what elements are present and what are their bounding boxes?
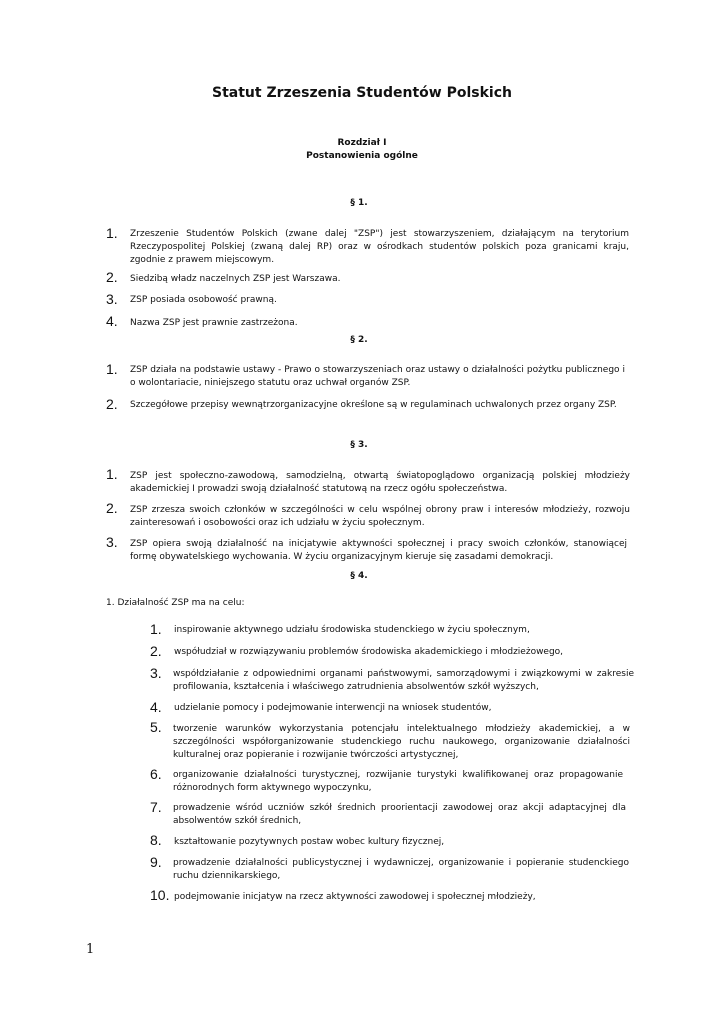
item-number: 2. — [106, 500, 118, 516]
section-symbol: § 2. — [350, 335, 368, 345]
item-number: 8. — [150, 832, 162, 848]
item-number: 2. — [106, 269, 118, 285]
item-text: ZSP opiera swoją działalność na inicjatywie aktywności społecznej i pracy swoich członków, stanowiącej formę obywatelskiego wychowania. W życiu organizacyjnym kieruje się zasadami demokracji. — [130, 539, 627, 562]
item-number: 1. — [106, 361, 118, 377]
item-text: Siedzibą władz naczelnych ZSP jest Warszawa. — [130, 274, 341, 284]
item-text: ZSP zrzesza swoich członków w szczególności w celu wspólnej obrony praw i interesów młodzieży, rozwoju zainteresowań i osobowości oraz ich udziału w życiu społecznym. — [130, 505, 630, 528]
page-number: 1 — [86, 942, 95, 957]
chapter-name: Postanowienia ogólne — [306, 151, 418, 161]
item-text: Nazwa ZSP jest prawnie zastrzeżona. — [130, 318, 298, 328]
item-number: 2. — [150, 643, 162, 659]
section-intro: 1. Działalność ZSP ma na celu: — [106, 598, 245, 608]
item-text: tworzenie warunków wykorzystania potencjału intelektualnego młodzieży akademickiej, a w szczególności współorganizowanie studenckiego ruchu naukowego, organizowanie działalności kulturalnej oraz popieranie i rozwijanie twórczości artystycznej, — [173, 724, 630, 760]
item-number: 4. — [150, 699, 162, 715]
section-symbol: § 4. — [350, 571, 368, 581]
item-text: udzielanie pomocy i podejmowanie interwencji na wniosek studentów, — [174, 703, 492, 713]
item-text: ZSP posiada osobowość prawną. — [130, 295, 277, 305]
item-number: 1. — [106, 466, 118, 482]
chapter-number: Rozdział I — [337, 138, 387, 148]
item-number: 6. — [150, 766, 162, 782]
item-text: inspirowanie aktywnego udziału środowiska studenckiego w życiu społecznym, — [174, 625, 530, 635]
item-number: 3. — [106, 291, 118, 307]
item-number: 7. — [150, 799, 162, 815]
item-text: ZSP jest społeczno-zawodową, samodzielną, otwartą światopoglądowo organizacją polskiej młodzieży akademickiej I prowadzi swoją działalność statutową na rzecz ogółu społeczeństwa. — [130, 471, 630, 494]
item-number: 9. — [150, 854, 162, 870]
section-symbol: § 3. — [350, 440, 368, 450]
item-number: 5. — [150, 719, 162, 735]
item-text: prowadzenie działalności publicystycznej i wydawniczej, organizowanie i popieranie studenckiego ruchu dziennikarskiego, — [173, 858, 629, 881]
item-text: podejmowanie inicjatyw na rzecz aktywności zawodowej i społecznej młodzieży, — [174, 892, 536, 902]
item-number: 1. — [106, 225, 118, 241]
section-symbol: § 1. — [350, 198, 368, 208]
item-text: organizowanie działalności turystycznej, rozwijanie turystyki kwalifikowanej oraz propagowanie różnorodnych form aktywnego wypoczynku, — [173, 770, 623, 793]
item-text: Szczegółowe przepisy wewnątrzorganizacyjne określone są w regulaminach uchwalonych przez organy ZSP. — [130, 400, 617, 410]
item-text: prowadzenie wśród uczniów szkół średnich proorientacji zawodowej oraz akcji adaptacyjnej dla absolwentów szkół średnich, — [173, 803, 626, 826]
item-number: 3. — [150, 665, 162, 681]
item-number: 2. — [106, 396, 118, 412]
item-number: 3. — [106, 534, 118, 550]
item-text: kształtowanie pozytywnych postaw wobec kultury fizycznej, — [174, 837, 445, 847]
item-text: ZSP działa na podstawie ustawy - Prawo o stowarzyszeniach oraz ustawy o działalności pożytku publicznego i o wolontariacie, niniejszego statutu oraz uchwał organów ZSP. — [130, 365, 625, 388]
item-text: współdziałanie z odpowiednimi organami państwowymi, samorządowymi i związkowymi w zakresie profilowania, kształcenia i właściwego zatrudnienia absolwentów szkół wyższych, — [173, 669, 634, 692]
item-text: Zrzeszenie Studentów Polskich (zwane dalej "ZSP") jest stowarzyszeniem, działającym na terytorium Rzeczypospolitej Polskiej (zwaną dalej RP) oraz w ośrodkach studentów polskich poza granicami kraju, zgodnie z prawem miejscowym. — [130, 229, 629, 265]
item-number: 4. — [106, 313, 118, 329]
document-title: Statut Zrzeszenia Studentów Polskich — [212, 85, 512, 101]
item-number: 10. — [150, 887, 170, 903]
item-number: 1. — [150, 621, 162, 637]
item-text: współudział w rozwiązywaniu problemów środowiska akademickiego i młodzieżowego, — [174, 647, 564, 657]
